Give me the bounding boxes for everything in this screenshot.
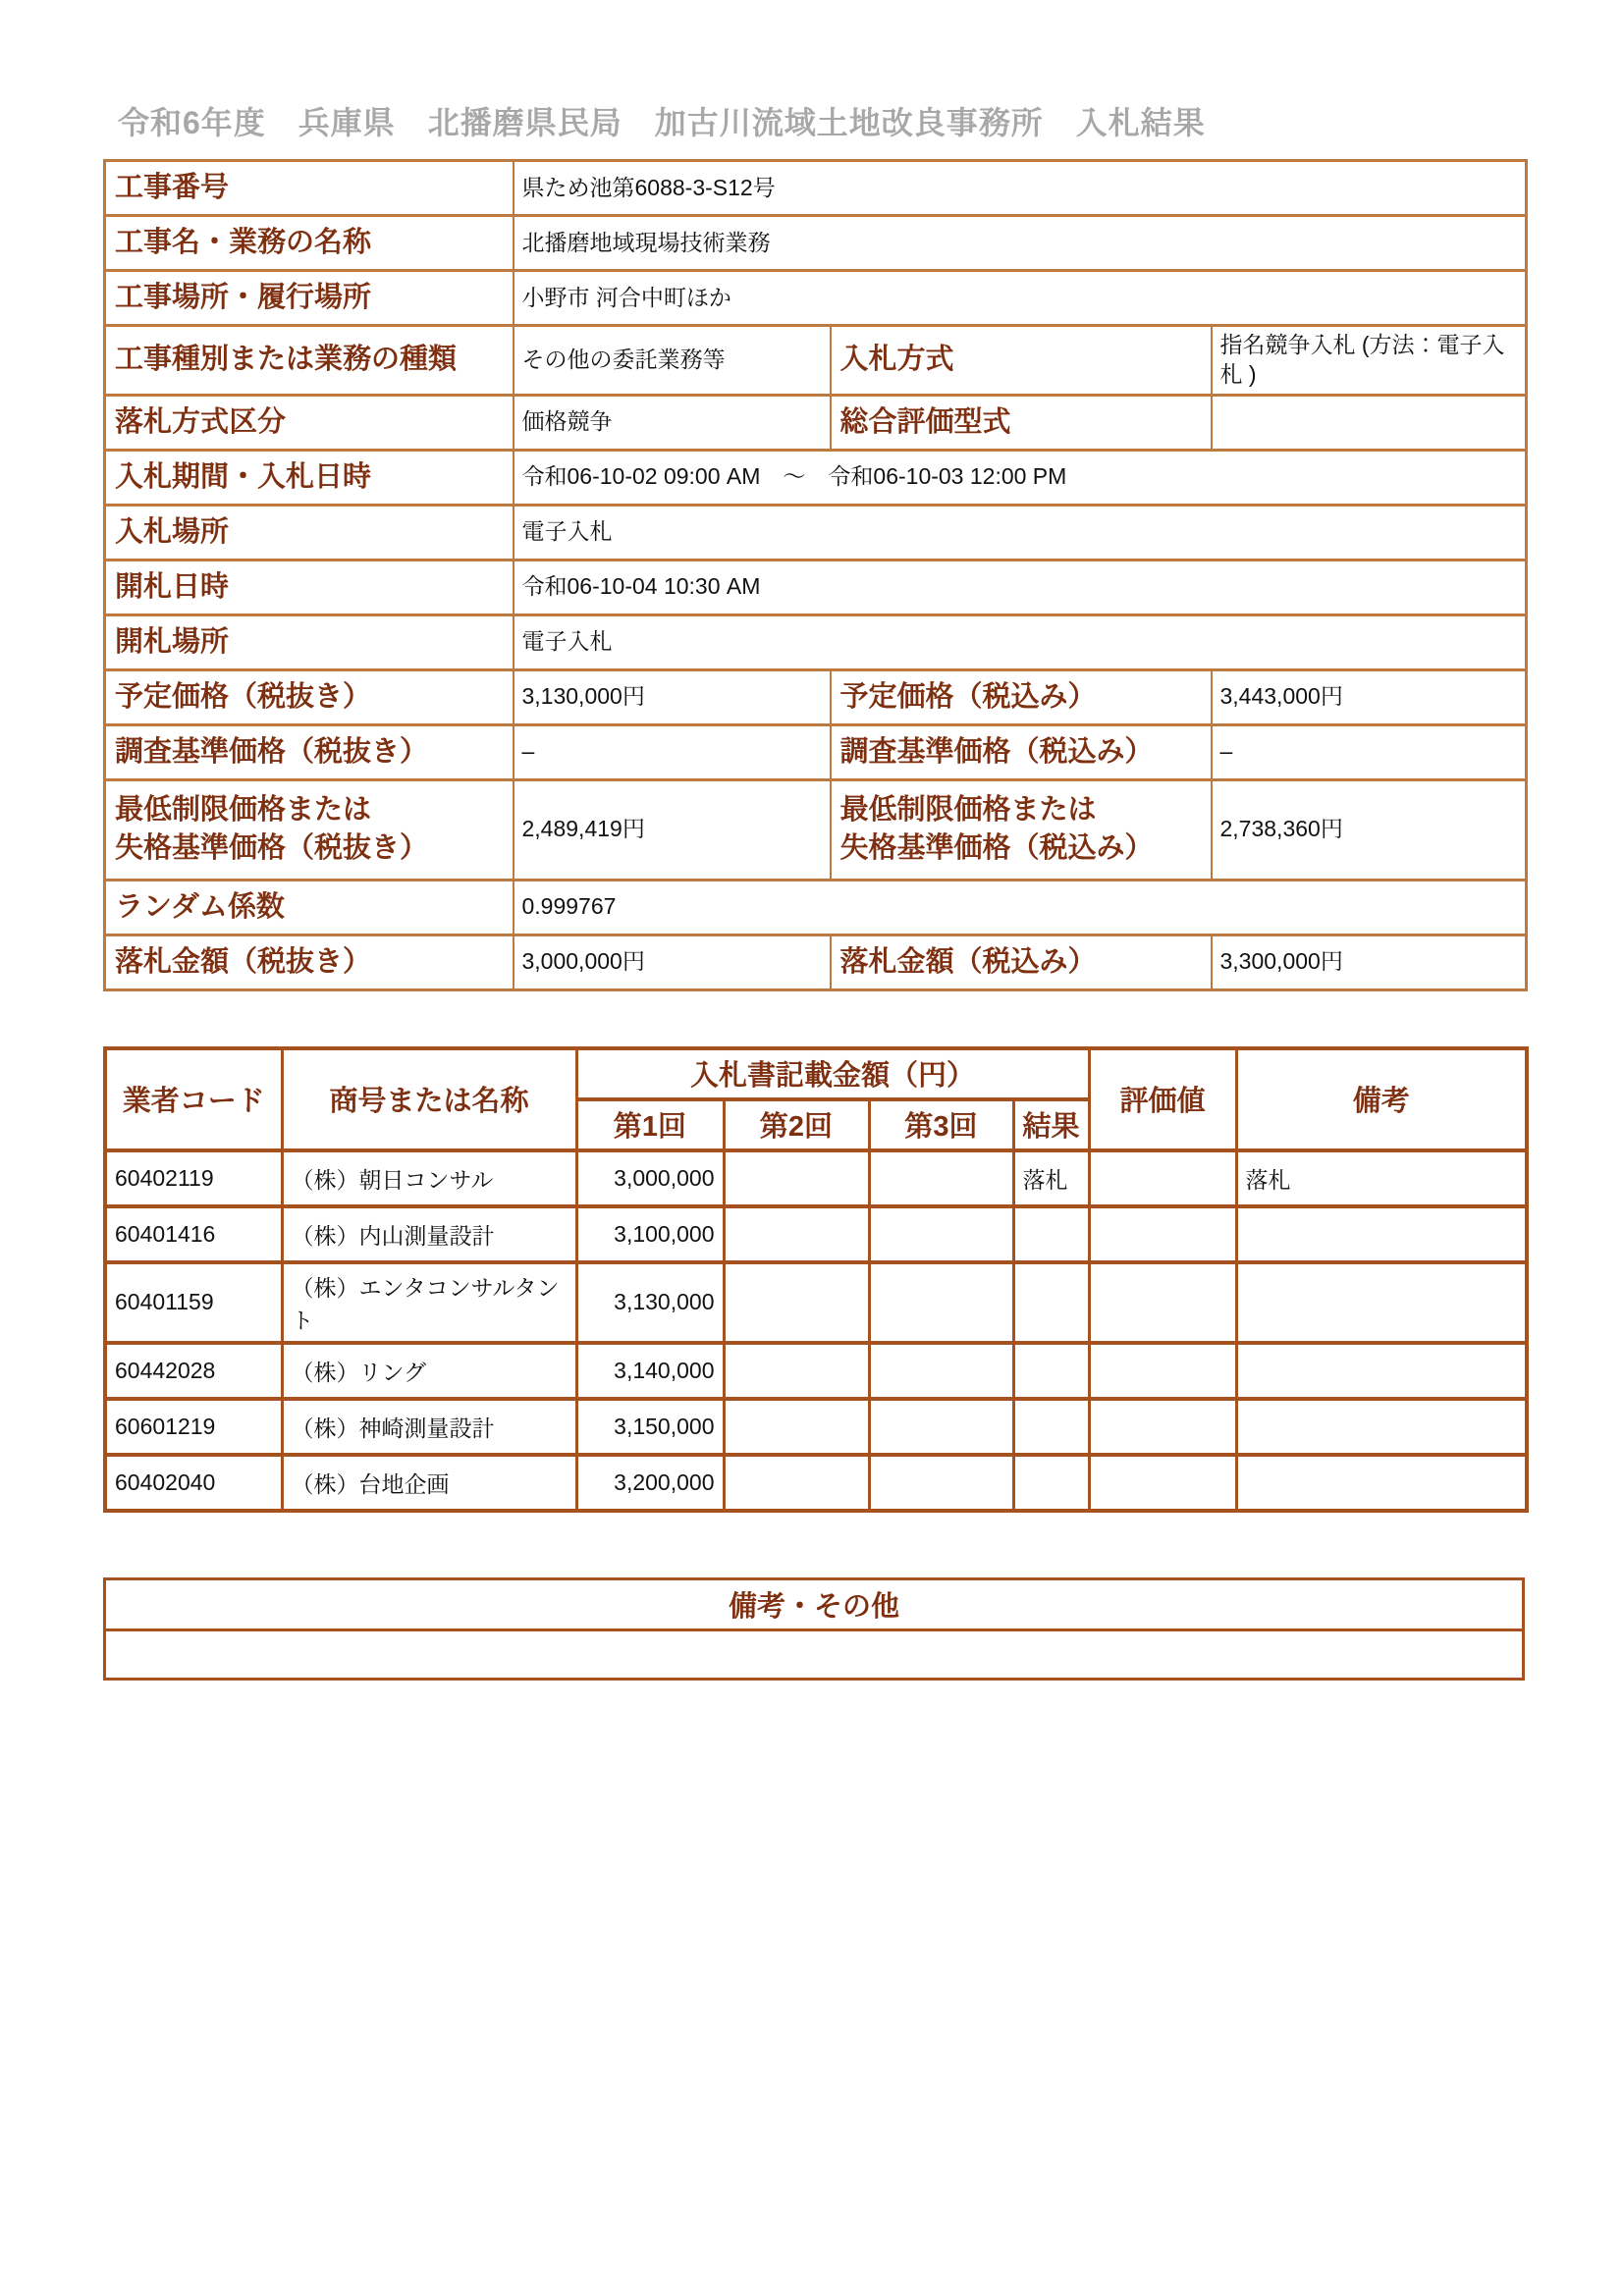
- bid-amount-round-1: 3,140,000: [576, 1343, 724, 1399]
- info-value-award-category: 価格競争: [514, 395, 831, 450]
- bid-amount-round-2: [724, 1343, 869, 1399]
- info-label-location: 工事場所・履行場所: [105, 271, 514, 326]
- bid-amount-round-2: [724, 1150, 869, 1206]
- evaluation-value: [1089, 1206, 1236, 1262]
- info-value-bid-method: 指名競争入札 (方法：電子入札 ): [1212, 326, 1527, 396]
- info-label-minimum-price-inc-tax: [831, 779, 1212, 880]
- evaluation-value: [1089, 1343, 1236, 1399]
- info-label-random-coefficient: ランダム係数: [105, 880, 514, 934]
- info-label-project-name: 工事名・業務の名称: [105, 216, 514, 271]
- bid-remarks: [1236, 1399, 1527, 1455]
- page-title: 令和6年度 兵庫県 北播磨県民局 加古川流域土地改良事務所 入札結果: [118, 105, 1206, 140]
- table-row: [105, 1150, 1527, 1206]
- info-value-minimum-price-ex-tax: 2,489,419円: [514, 779, 831, 880]
- column-header-round-3: 第3回: [869, 1099, 1013, 1150]
- evaluation-value: [1089, 1399, 1236, 1455]
- bid-amount-round-1: 3,000,000: [576, 1150, 724, 1206]
- bid-result: [1013, 1455, 1089, 1511]
- bid-result: [1013, 1262, 1089, 1343]
- table-row: [105, 1455, 1527, 1511]
- bid-result: [1013, 1399, 1089, 1455]
- table-row: [105, 271, 1527, 326]
- notes-header-row: [105, 1578, 1524, 1629]
- table-row: [105, 326, 1527, 396]
- info-label-line: 失格基準価格（税抜き）: [115, 832, 429, 865]
- bidder-code: 60402119: [105, 1150, 282, 1206]
- info-value-planned-price-inc-tax: 3,443,000円: [1212, 669, 1527, 724]
- table-row: [105, 450, 1527, 505]
- column-header-evaluation-value: 評価値: [1089, 1048, 1236, 1150]
- info-label-line: 失格基準価格（税込み）: [839, 832, 1154, 865]
- bidder-name: （株）内山測量設計: [282, 1206, 576, 1262]
- bidder-name: （株）朝日コンサル: [282, 1150, 576, 1206]
- project-info-table: [103, 159, 1528, 991]
- evaluation-value: [1089, 1150, 1236, 1206]
- column-header-result: 結果: [1013, 1099, 1089, 1150]
- bid-amount-round-2: [724, 1206, 869, 1262]
- info-label-award-category: 落札方式区分: [105, 395, 514, 450]
- table-row: [105, 669, 1527, 724]
- bid-amount-round-2: [724, 1455, 869, 1511]
- info-value-award-amount-inc-tax: 3,300,000円: [1212, 934, 1527, 989]
- table-row: [105, 934, 1527, 989]
- info-value-random-coefficient: 0.999767: [514, 880, 1527, 934]
- info-label-evaluation-type: 総合評価型式: [831, 395, 1212, 450]
- info-label-planned-price-ex-tax: 予定価格（税抜き）: [105, 669, 514, 724]
- bid-remarks: [1236, 1262, 1527, 1343]
- table-row: [105, 1343, 1527, 1399]
- bid-amount-round-1: 3,200,000: [576, 1455, 724, 1511]
- evaluation-value: [1089, 1262, 1236, 1343]
- bid-remarks: 落札: [1236, 1150, 1527, 1206]
- bid-result: 落札: [1013, 1150, 1089, 1206]
- info-value-minimum-price-inc-tax: 2,738,360円: [1212, 779, 1527, 880]
- table-row: [105, 614, 1527, 669]
- bid-amount-round-3: [869, 1150, 1013, 1206]
- info-value-opening-datetime: 令和06-10-04 10:30 AM: [514, 560, 1527, 614]
- bid-amount-round-3: [869, 1262, 1013, 1343]
- table-row: [105, 1206, 1527, 1262]
- info-value-bid-period: 令和06-10-02 09:00 AM ～ 令和06-10-03 12:00 PM: [514, 450, 1527, 505]
- table-row: [105, 505, 1527, 560]
- bidder-name: （株）神崎測量設計: [282, 1399, 576, 1455]
- info-value-survey-base-price-inc-tax: –: [1212, 724, 1527, 779]
- bid-amount-round-3: [869, 1343, 1013, 1399]
- bid-amount-round-1: 3,150,000: [576, 1399, 724, 1455]
- info-label-bid-method: 入札方式: [831, 326, 1212, 396]
- column-header-round-2: 第2回: [724, 1099, 869, 1150]
- info-label-survey-base-price-inc-tax: 調査基準価格（税込み）: [831, 724, 1212, 779]
- info-label-award-amount-ex-tax: 落札金額（税抜き）: [105, 934, 514, 989]
- info-value-location: 小野市 河合中町ほか: [514, 271, 1527, 326]
- column-header-vendor-code: 業者コード: [105, 1048, 282, 1150]
- bidder-name: （株）台地企画: [282, 1455, 576, 1511]
- bid-result: [1013, 1206, 1089, 1262]
- info-label-project-number: 工事番号: [105, 161, 514, 216]
- table-row: [105, 779, 1527, 880]
- column-header-remarks: 備考: [1236, 1048, 1527, 1150]
- info-label-opening-place: 開札場所: [105, 614, 514, 669]
- info-label-minimum-price-ex-tax: [105, 779, 514, 880]
- info-label-opening-datetime: 開札日時: [105, 560, 514, 614]
- bidder-code: 60402040: [105, 1455, 282, 1511]
- table-row: [105, 560, 1527, 614]
- bidder-code: 60601219: [105, 1399, 282, 1455]
- notes-content: [105, 1629, 1524, 1679]
- info-label-line: 最低制限価格または: [839, 794, 1097, 827]
- bid-remarks: [1236, 1343, 1527, 1399]
- table-row: [105, 1399, 1527, 1455]
- table-row: [105, 1262, 1527, 1343]
- table-row: [105, 216, 1527, 271]
- bid-amount-round-1: 3,130,000: [576, 1262, 724, 1343]
- bid-amount-round-2: [724, 1399, 869, 1455]
- bidder-name: （株）リング: [282, 1343, 576, 1399]
- info-value-evaluation-type: [1212, 395, 1527, 450]
- bidder-code: 60401159: [105, 1262, 282, 1343]
- info-value-award-amount-ex-tax: 3,000,000円: [514, 934, 831, 989]
- notes-table: [103, 1577, 1525, 1681]
- info-label-survey-base-price-ex-tax: 調査基準価格（税抜き）: [105, 724, 514, 779]
- bid-amount-round-2: [724, 1262, 869, 1343]
- table-row: [105, 880, 1527, 934]
- info-label-work-type: 工事種別または業務の種類: [105, 326, 514, 396]
- info-label-bid-place: 入札場所: [105, 505, 514, 560]
- info-label-bid-period: 入札期間・入札日時: [105, 450, 514, 505]
- bid-result: [1013, 1343, 1089, 1399]
- bidder-name: （株）エンタコンサルタント: [282, 1262, 576, 1343]
- info-value-work-type: その他の委託業務等: [514, 326, 831, 396]
- bid-amount-round-3: [869, 1206, 1013, 1262]
- bid-amount-round-1: 3,100,000: [576, 1206, 724, 1262]
- column-header-company-name: 商号または名称: [282, 1048, 576, 1150]
- notes-title: 備考・その他: [105, 1578, 1524, 1629]
- bidders-header-row: [105, 1048, 1527, 1099]
- info-value-survey-base-price-ex-tax: –: [514, 724, 831, 779]
- info-value-project-name: 北播磨地域現場技術業務: [514, 216, 1527, 271]
- info-value-opening-place: 電子入札: [514, 614, 1527, 669]
- info-value-planned-price-ex-tax: 3,130,000円: [514, 669, 831, 724]
- bidder-code: 60442028: [105, 1343, 282, 1399]
- bid-remarks: [1236, 1206, 1527, 1262]
- info-value-project-number: 県ため池第6088-3-S12号: [514, 161, 1527, 216]
- bidders-table: [103, 1046, 1529, 1513]
- info-label-award-amount-inc-tax: 落札金額（税込み）: [831, 934, 1212, 989]
- info-value-bid-place: 電子入札: [514, 505, 1527, 560]
- notes-body-row: [105, 1629, 1524, 1679]
- table-row: [105, 724, 1527, 779]
- column-header-round-1: 第1回: [576, 1099, 724, 1150]
- bid-amount-round-3: [869, 1455, 1013, 1511]
- column-header-bid-amounts: 入札書記載金額（円）: [576, 1048, 1089, 1099]
- info-label-planned-price-inc-tax: 予定価格（税込み）: [831, 669, 1212, 724]
- table-row: [105, 395, 1527, 450]
- bid-amount-round-3: [869, 1399, 1013, 1455]
- bidder-code: 60401416: [105, 1206, 282, 1262]
- bid-remarks: [1236, 1455, 1527, 1511]
- evaluation-value: [1089, 1455, 1236, 1511]
- info-label-line: 最低制限価格または: [115, 794, 372, 827]
- table-row: [105, 161, 1527, 216]
